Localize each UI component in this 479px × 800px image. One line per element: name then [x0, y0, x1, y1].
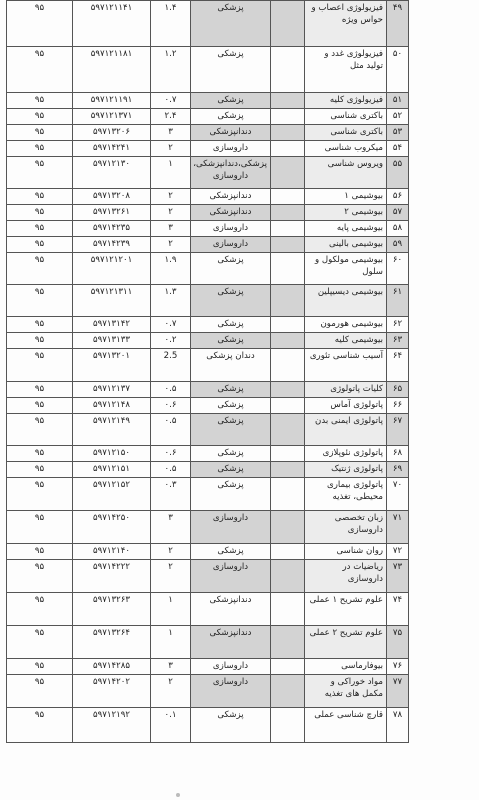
- course-code: ۵۹۷۱۳۲۰۸: [73, 189, 151, 205]
- course-units: ۱: [151, 157, 191, 189]
- course-code: ۵۹۷۱۲۱۱۴۱: [73, 1, 151, 47]
- course-units: ۱: [151, 626, 191, 659]
- course-group: پزشکی: [191, 253, 271, 285]
- course-capacity: ۹۵: [7, 1, 73, 47]
- course-capacity: ۹۵: [7, 285, 73, 317]
- course-capacity: ۹۵: [7, 93, 73, 109]
- course-name: پاتولوژی آماس: [305, 398, 387, 414]
- empty-cell: [271, 189, 305, 205]
- course-group: پزشکی: [191, 317, 271, 333]
- row-number: ۵۶: [387, 189, 409, 205]
- table-row: [7, 708, 409, 743]
- course-name: آسیب شناسی تئوری: [305, 349, 387, 382]
- course-capacity: ۹۵: [7, 333, 73, 349]
- table-row: [7, 109, 409, 125]
- course-capacity: ۹۵: [7, 237, 73, 253]
- course-name: ریاضیات در داروسازی: [305, 560, 387, 593]
- course-units: ۰.۳: [151, 478, 191, 511]
- table-row: [7, 659, 409, 675]
- empty-cell: [271, 398, 305, 414]
- course-name: پاتولوژی بیماری محیطی، تغذیه: [305, 478, 387, 511]
- course-group: پزشکی: [191, 446, 271, 462]
- course-units: ۲: [151, 189, 191, 205]
- table-row: [7, 253, 409, 285]
- empty-cell: [271, 349, 305, 382]
- course-group: دندانپزشکی: [191, 205, 271, 221]
- table-row: [7, 626, 409, 659]
- table-row: [7, 398, 409, 414]
- course-name: بیوشیمی دیسیپلین: [305, 285, 387, 317]
- course-group: داروسازی: [191, 237, 271, 253]
- course-units: ۰.۱: [151, 708, 191, 743]
- empty-cell: [271, 626, 305, 659]
- course-capacity: ۹۵: [7, 157, 73, 189]
- course-group: داروسازی: [191, 560, 271, 593]
- course-capacity: ۹۵: [7, 446, 73, 462]
- course-code: ۵۹۷۱۲۱۳۷۱: [73, 109, 151, 125]
- course-units: ۰.۷: [151, 317, 191, 333]
- course-capacity: ۹۵: [7, 478, 73, 511]
- course-units: ۰.۵: [151, 462, 191, 478]
- course-code: ۵۹۷۱۲۱۲۰۱: [73, 253, 151, 285]
- course-name: روان شناسی: [305, 544, 387, 560]
- empty-cell: [271, 478, 305, 511]
- empty-cell: [271, 141, 305, 157]
- course-capacity: ۹۵: [7, 253, 73, 285]
- course-group: داروسازی: [191, 659, 271, 675]
- row-number: ۷۶: [387, 659, 409, 675]
- row-number: ۶۰: [387, 253, 409, 285]
- course-units: ۰.۷: [151, 93, 191, 109]
- row-number: ۶۷: [387, 414, 409, 446]
- empty-cell: [271, 382, 305, 398]
- course-name: بیوشیمی بالینی: [305, 237, 387, 253]
- course-units: ۰.۵: [151, 414, 191, 446]
- course-units: ۳: [151, 125, 191, 141]
- empty-cell: [271, 1, 305, 47]
- course-group: دندان پزشکی: [191, 349, 271, 382]
- course-name: ویروس شناسی: [305, 157, 387, 189]
- table-row: [7, 221, 409, 237]
- course-code: ۵۹۷۱۴۲۴۱: [73, 141, 151, 157]
- course-capacity: ۹۵: [7, 125, 73, 141]
- course-units: ۱.۹: [151, 253, 191, 285]
- course-name: علوم تشریح ۱ عملی: [305, 593, 387, 626]
- empty-cell: [271, 659, 305, 675]
- course-code: ۵۹۷۱۴۲۲۲: [73, 560, 151, 593]
- course-group: دندانپزشکی: [191, 189, 271, 205]
- course-capacity: ۹۵: [7, 511, 73, 544]
- table-row: [7, 593, 409, 626]
- row-number: ۶۴: [387, 349, 409, 382]
- course-code: ۵۹۷۱۲۱۴۸: [73, 398, 151, 414]
- course-group: داروسازی: [191, 675, 271, 708]
- course-code: ۵۹۷۱۳۲۶۳: [73, 593, 151, 626]
- row-number: ۴۹: [387, 1, 409, 47]
- course-group: پزشکی: [191, 93, 271, 109]
- table-row: [7, 1, 409, 47]
- empty-cell: [271, 333, 305, 349]
- row-number: ۷۴: [387, 593, 409, 626]
- course-capacity: ۹۵: [7, 414, 73, 446]
- empty-cell: [271, 708, 305, 743]
- course-name: میکروب شناسی: [305, 141, 387, 157]
- table-row: [7, 141, 409, 157]
- course-code: ۵۹۷۱۲۱۵۲: [73, 478, 151, 511]
- course-capacity: ۹۵: [7, 141, 73, 157]
- course-capacity: ۹۵: [7, 349, 73, 382]
- empty-cell: [271, 125, 305, 141]
- empty-cell: [271, 462, 305, 478]
- course-capacity: ۹۵: [7, 398, 73, 414]
- course-code: ۵۹۷۱۲۱۵۱: [73, 462, 151, 478]
- course-name: بیوفارماسی: [305, 659, 387, 675]
- course-capacity: ۹۵: [7, 544, 73, 560]
- course-code: ۵۹۷۱۴۲۳۹: [73, 237, 151, 253]
- table-row: [7, 675, 409, 708]
- course-table: [6, 0, 409, 743]
- course-code: ۵۹۷۱۳۲۶۱: [73, 205, 151, 221]
- course-capacity: ۹۵: [7, 626, 73, 659]
- course-capacity: ۹۵: [7, 221, 73, 237]
- page-marker: [176, 793, 180, 797]
- course-capacity: ۹۵: [7, 675, 73, 708]
- empty-cell: [271, 675, 305, 708]
- course-code: ۵۹۷۱۳۲۶۴: [73, 626, 151, 659]
- course-group: پزشکی: [191, 544, 271, 560]
- course-capacity: ۹۵: [7, 560, 73, 593]
- table-row: [7, 237, 409, 253]
- course-units: ۳: [151, 659, 191, 675]
- course-units: ۰.۲: [151, 333, 191, 349]
- row-number: ۵۰: [387, 47, 409, 93]
- row-number: ۶۲: [387, 317, 409, 333]
- course-group: پزشکی: [191, 47, 271, 93]
- course-units: ۲: [151, 141, 191, 157]
- course-code: ۵۹۷۱۲۱۴۹: [73, 414, 151, 446]
- course-name: قارچ شناسی عملی: [305, 708, 387, 743]
- empty-cell: [271, 446, 305, 462]
- row-number: ۶۸: [387, 446, 409, 462]
- course-name: فیزیولوژی کلیه: [305, 93, 387, 109]
- course-units: ۳: [151, 511, 191, 544]
- course-capacity: ۹۵: [7, 109, 73, 125]
- course-name: باکتری شناسی: [305, 125, 387, 141]
- course-code: ۵۹۷۱۴۲۵۰: [73, 511, 151, 544]
- course-name: زبان تخصصی داروسازی: [305, 511, 387, 544]
- empty-cell: [271, 317, 305, 333]
- row-number: ۶۵: [387, 382, 409, 398]
- course-units: ۱: [151, 593, 191, 626]
- empty-cell: [271, 205, 305, 221]
- row-number: ۷۸: [387, 708, 409, 743]
- course-units: ۱.۲: [151, 47, 191, 93]
- course-units: ۲: [151, 205, 191, 221]
- course-capacity: ۹۵: [7, 189, 73, 205]
- course-units: ۲: [151, 560, 191, 593]
- course-code: ۵۹۷۱۲۱۱۸۱: [73, 47, 151, 93]
- table-row: [7, 285, 409, 317]
- row-number: ۷۰: [387, 478, 409, 511]
- course-group: دندانپزشکی: [191, 125, 271, 141]
- course-group: پزشکی،دندانپزشکی، داروسازی: [191, 157, 271, 189]
- empty-cell: [271, 93, 305, 109]
- empty-cell: [271, 109, 305, 125]
- empty-cell: [271, 157, 305, 189]
- course-code: ۵۹۷۱۲۱۱۹۱: [73, 93, 151, 109]
- course-group: پزشکی: [191, 414, 271, 446]
- row-number: ۵۲: [387, 109, 409, 125]
- course-name: بیوشیمی ۲: [305, 205, 387, 221]
- empty-cell: [271, 285, 305, 317]
- course-code: ۵۹۷۱۳۱۳۳: [73, 333, 151, 349]
- empty-cell: [271, 253, 305, 285]
- course-code: ۵۹۷۱۴۲۸۵: [73, 659, 151, 675]
- table-row: [7, 47, 409, 93]
- table-row: [7, 414, 409, 446]
- course-name: کلیات پاتولوژی: [305, 382, 387, 398]
- course-name: بیوشیمی مولکول و سلول: [305, 253, 387, 285]
- course-capacity: ۹۵: [7, 205, 73, 221]
- row-number: ۶۹: [387, 462, 409, 478]
- course-name: پاتولوژی ایمنی بدن: [305, 414, 387, 446]
- course-name: علوم تشریح ۲ عملی: [305, 626, 387, 659]
- row-number: ۷۷: [387, 675, 409, 708]
- empty-cell: [271, 237, 305, 253]
- table-row: [7, 478, 409, 511]
- row-number: ۵۸: [387, 221, 409, 237]
- course-units: ۲: [151, 675, 191, 708]
- table-row: [7, 511, 409, 544]
- course-code: ۵۹۷۱۳۲۰۶: [73, 125, 151, 141]
- course-group: پزشکی: [191, 109, 271, 125]
- course-units: 2.5: [151, 349, 191, 382]
- table-row: [7, 317, 409, 333]
- course-capacity: ۹۵: [7, 659, 73, 675]
- course-capacity: ۹۵: [7, 708, 73, 743]
- course-name: مواد خوراکی و مکمل های تغذیه: [305, 675, 387, 708]
- empty-cell: [271, 593, 305, 626]
- table-row: [7, 157, 409, 189]
- course-group: پزشکی: [191, 478, 271, 511]
- course-name: فیزیولوژی اعصاب و حواس ویژه: [305, 1, 387, 47]
- table-row: [7, 205, 409, 221]
- course-code: ۵۹۷۱۲۱۵۰: [73, 446, 151, 462]
- table-row: [7, 462, 409, 478]
- table-row: [7, 93, 409, 109]
- table-row: [7, 349, 409, 382]
- row-number: ۷۳: [387, 560, 409, 593]
- course-capacity: ۹۵: [7, 47, 73, 93]
- course-units: ۳: [151, 221, 191, 237]
- row-number: ۶۶: [387, 398, 409, 414]
- course-units: ۱.۳: [151, 285, 191, 317]
- course-units: ۱.۴: [151, 1, 191, 47]
- course-name: پاتولوژی نئوپلازی: [305, 446, 387, 462]
- course-code: ۵۹۷۱۴۲۳۵: [73, 221, 151, 237]
- table-row: [7, 189, 409, 205]
- empty-cell: [271, 414, 305, 446]
- course-code: ۵۹۷۱۴۲۰۲: [73, 675, 151, 708]
- row-number: ۵۴: [387, 141, 409, 157]
- course-group: داروسازی: [191, 141, 271, 157]
- course-group: پزشکی: [191, 382, 271, 398]
- course-units: ۰.۵: [151, 382, 191, 398]
- course-units: ۰.۶: [151, 398, 191, 414]
- table-row: [7, 544, 409, 560]
- course-name: بیوشیمی پایه: [305, 221, 387, 237]
- table-row: [7, 125, 409, 141]
- empty-cell: [271, 47, 305, 93]
- row-number: ۷۵: [387, 626, 409, 659]
- course-code: ۵۹۷۱۲۱۹۲: [73, 708, 151, 743]
- course-name: بیوشیمی ۱: [305, 189, 387, 205]
- table-row: [7, 382, 409, 398]
- course-name: فیزیولوژی غدد و تولید مثل: [305, 47, 387, 93]
- empty-cell: [271, 511, 305, 544]
- course-capacity: ۹۵: [7, 317, 73, 333]
- row-number: ۶۱: [387, 285, 409, 317]
- course-group: دندانپزشکی: [191, 626, 271, 659]
- course-group: داروسازی: [191, 511, 271, 544]
- course-capacity: ۹۵: [7, 382, 73, 398]
- course-units: ۰.۶: [151, 446, 191, 462]
- table-row: [7, 446, 409, 462]
- row-number: ۵۵: [387, 157, 409, 189]
- course-rows: [7, 1, 409, 743]
- course-group: پزشکی: [191, 708, 271, 743]
- empty-cell: [271, 221, 305, 237]
- row-number: ۵۱: [387, 93, 409, 109]
- row-number: ۵۹: [387, 237, 409, 253]
- course-units: ۲: [151, 544, 191, 560]
- row-number: ۷۱: [387, 511, 409, 544]
- course-units: ۲.۴: [151, 109, 191, 125]
- course-units: ۲: [151, 237, 191, 253]
- course-code: ۵۹۷۱۲۱۴۰: [73, 544, 151, 560]
- row-number: ۵۳: [387, 125, 409, 141]
- course-name: بیوشیمی هورمون: [305, 317, 387, 333]
- course-capacity: ۹۵: [7, 462, 73, 478]
- empty-cell: [271, 544, 305, 560]
- row-number: ۵۷: [387, 205, 409, 221]
- table-row: [7, 333, 409, 349]
- table-row: [7, 560, 409, 593]
- course-code: ۵۹۷۱۳۱۴۲: [73, 317, 151, 333]
- course-code: ۵۹۷۱۲۱۳۷: [73, 382, 151, 398]
- course-group: پزشکی: [191, 333, 271, 349]
- course-group: پزشکی: [191, 285, 271, 317]
- course-code: ۵۹۷۱۲۱۳۱۱: [73, 285, 151, 317]
- course-group: پزشکی: [191, 398, 271, 414]
- course-code: ۵۹۷۱۳۲۰۱: [73, 349, 151, 382]
- empty-cell: [271, 560, 305, 593]
- row-number: ۷۲: [387, 544, 409, 560]
- course-name: بیوشیمی کلیه: [305, 333, 387, 349]
- course-capacity: ۹۵: [7, 593, 73, 626]
- course-group: دندانپزشکی: [191, 593, 271, 626]
- course-group: پزشکی: [191, 1, 271, 47]
- row-number: ۶۳: [387, 333, 409, 349]
- course-code: ۵۹۷۱۲۱۳۰: [73, 157, 151, 189]
- course-name: باکتری شناسی: [305, 109, 387, 125]
- course-group: پزشکی: [191, 462, 271, 478]
- course-name: پاتولوژی ژنتیک: [305, 462, 387, 478]
- course-group: داروسازی: [191, 221, 271, 237]
